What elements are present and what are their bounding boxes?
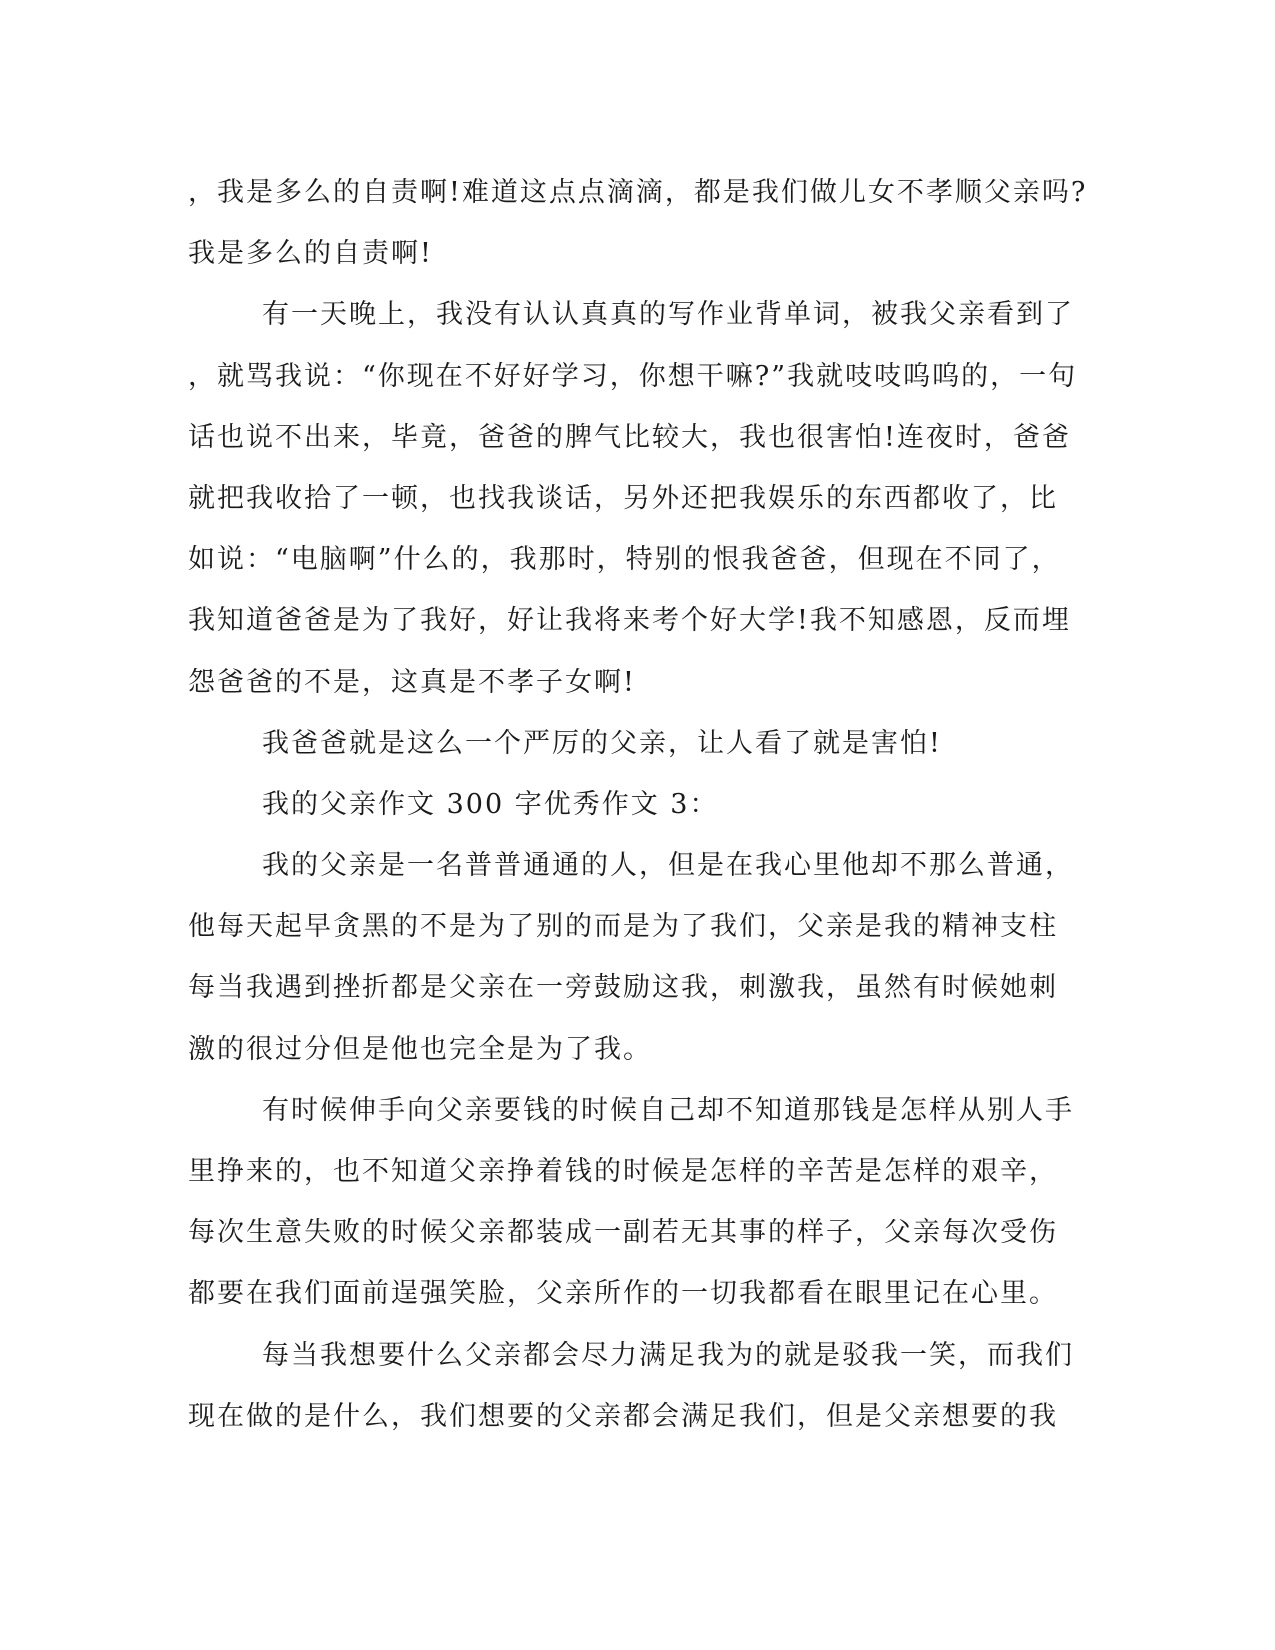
text-line: 每当我想要什么父亲都会尽力满足我为的就是驳我一笑，而我们 [262, 1339, 1074, 1371]
text-line: 我的父亲作文 300 字优秀作文 3： [262, 788, 719, 820]
text-line: 我知道爸爸是为了我好，好让我将来考个好大学!我不知感恩，反而埋 [188, 605, 1071, 637]
text-line: 有一天晚上，我没有认认真真的写作业背单词，被我父亲看到了 [262, 299, 1074, 331]
text-line: 每当我遇到挫折都是父亲在一旁鼓励这我，刺激我，虽然有时候她刺 [188, 972, 1058, 1004]
text-line: 如说：“电脑啊”什么的，我那时，特别的恨我爸爸，但现在不同了， [188, 544, 1061, 576]
text-line: 里挣来的，也不知道父亲挣着钱的时候是怎样的辛苦是怎样的艰辛， [188, 1156, 1058, 1187]
text-line: ，就骂我说：“你现在不好好学习，你想干嘛?”我就吱吱呜呜的，一句 [188, 360, 1078, 392]
text-line: 怨爸爸的不是，这真是不孝子女啊! [188, 666, 636, 698]
text-line: 话也说不出来，毕竟，爸爸的脾气比较大，我也很害怕!连夜时，爸爸 [188, 421, 1071, 453]
text-line: 现在做的是什么，我们想要的父亲都会满足我们，但是父亲想要的我 [188, 1400, 1058, 1432]
text-line: 我爸爸就是这么一个严厉的父亲，让人看了就是害怕! [262, 727, 942, 759]
text-line: 激的很过分但是他也完全是为了我。 [188, 1033, 652, 1065]
text-line: ，我是多么的自责啊!难道这点点滴滴，都是我们做儿女不孝顺父亲吗? [188, 177, 1088, 208]
text-line: 我是多么的自责啊! [188, 238, 433, 270]
document-body [188, 162, 1088, 1447]
text-line: 都要在我们面前逞强笑脸，父亲所作的一切我都看在眼里记在心里。 [188, 1278, 1058, 1310]
text-line: 有时候伸手向父亲要钱的时候自己却不知道那钱是怎样从别人手 [262, 1094, 1074, 1126]
text-line: 就把我收拾了一顿，也找我谈话，另外还把我娱乐的东西都收了，比 [188, 482, 1058, 514]
text-line: 他每天起早贪黑的不是为了别的而是为了我们，父亲是我的精神支柱 [188, 911, 1058, 943]
text-line: 我的父亲是一名普普通通的人，但是在我心里他却不那么普通， [262, 850, 1074, 882]
text-line: 每次生意失败的时候父亲都装成一副若无其事的样子，父亲每次受伤 [188, 1217, 1058, 1249]
